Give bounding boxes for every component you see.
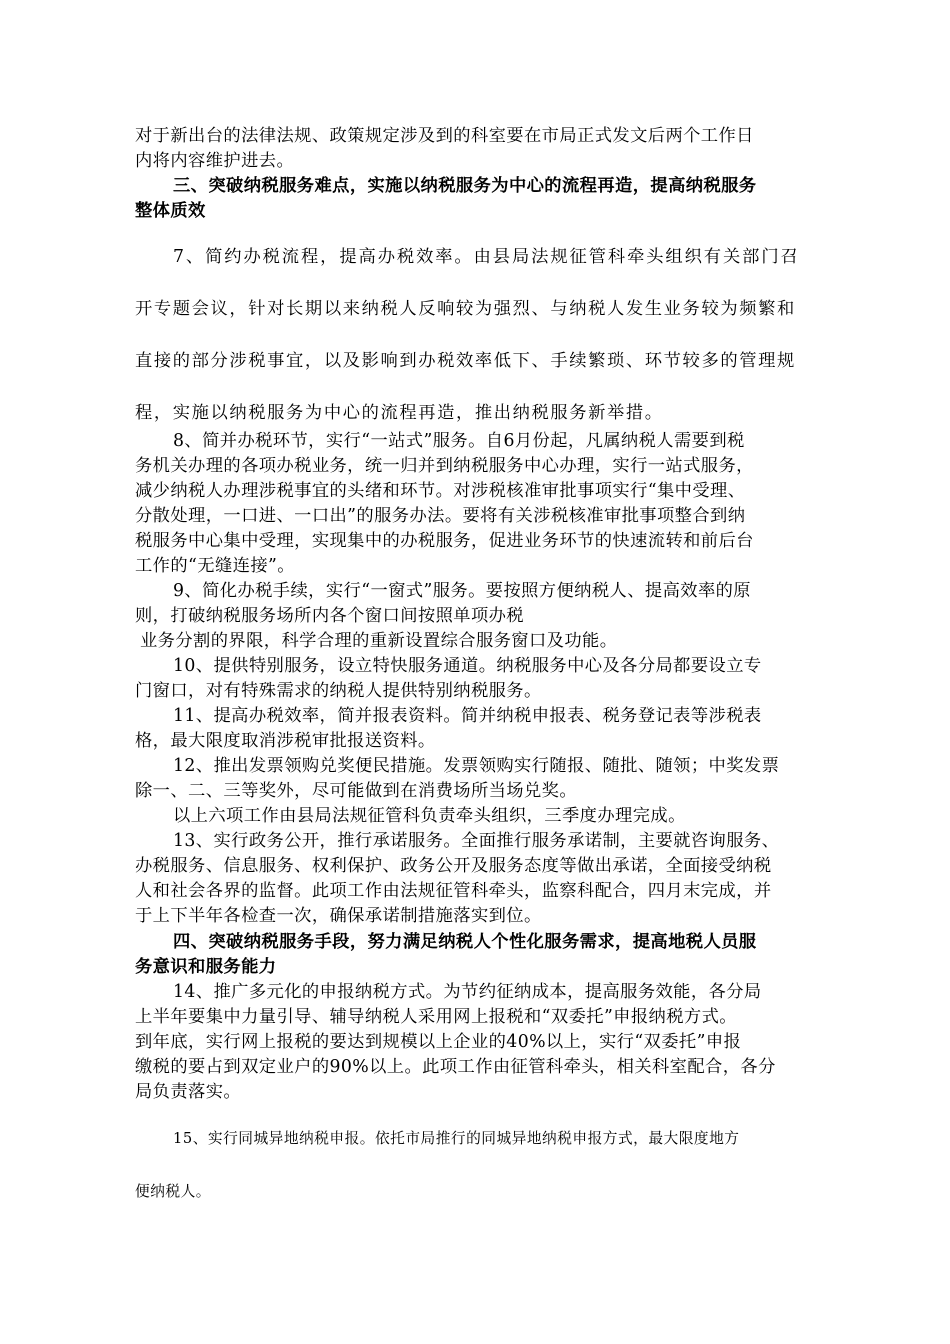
text-line: 税服务中心集中受理，实现集中的办税服务，促进业务环节的快速流转和前后台	[135, 531, 754, 551]
text-line: 便纳税人。	[135, 1183, 211, 1200]
text-line: 12、推出发票领购兑奖便民措施。发票领购实行随报、随批、随领；中奖发票	[173, 756, 780, 776]
text-line: 局负责落实。	[135, 1082, 242, 1102]
text-line: 直接的部分涉税事宜，以及影响到办税效率低下、手续繁琐、环节较多的管理规	[135, 351, 796, 371]
text-line: 13、实行政务公开，推行承诺服务。全面推行服务承诺制，主要就咨询服务、	[173, 831, 780, 851]
text-line: 内将内容维护进去。	[135, 151, 295, 171]
text-line: 则，打破纳税服务场所内各个窗口间按照单项办税	[135, 606, 524, 626]
text-line: 工作的“无缝连接”。	[135, 556, 295, 576]
text-line: 程，实施以纳税服务为中心的流程再造，推出纳税服务新举措。	[135, 403, 664, 423]
text-line: 以上六项工作由县局法规征管科负责牵头组织，三季度办理完成。	[173, 806, 686, 826]
text-line: 格，最大限度取消涉税审批报送资料。	[135, 731, 436, 751]
text-line: 务机关办理的各项办税业务，统一归并到纳税服务中心办理，实行一站式服务，	[135, 456, 754, 476]
text-line: 门窗口，对有特殊需求的纳税人提供特别纳税服务。	[135, 681, 542, 701]
text-line: 业务分割的界限，科学合理的重新设置综合服务窗口及功能。	[140, 631, 618, 651]
text-line: 14、推广多元化的申报纳税方式。为节约征纳成本，提高服务效能，各分局	[173, 982, 762, 1002]
section-heading: 整体质效	[135, 201, 206, 221]
text-line: 缴税的要占到双定业户的90%以上。此项工作由征管科牵头，相关科室配合，各分	[135, 1057, 776, 1077]
text-line: 8、简并办税环节，实行“一站式”服务。自6月份起，凡属纳税人需要到税	[173, 431, 745, 451]
text-line: 人和社会各界的监督。此项工作由法规征管科牵头，监察科配合，四月末完成，并	[135, 881, 772, 901]
text-line: 办税服务、信息服务、权利保护、政务公开及服务态度等做出承诺，全面接受纳税	[135, 856, 772, 876]
text-line: 于上下半年各检查一次，确保承诺制措施落实到位。	[135, 906, 542, 926]
text-line: 减少纳税人办理涉税事宜的头绪和环节。对涉税核准审批事项实行“集中受理、	[135, 481, 746, 501]
text-line: 10、提供特别服务，设立特快服务通道。纳税服务中心及各分局都要设立专	[173, 656, 762, 676]
text-line: 上半年要集中力量引导、辅导纳税人采用网上报税和“双委托”申报纳税方式。	[135, 1007, 737, 1027]
text-line: 15、实行同城异地纳税申报。依托市局推行的同城异地纳税申报方式，最大限度地方	[173, 1130, 740, 1147]
text-line: 除一、二、三等奖外，尽可能做到在消费场所当场兑奖。	[135, 781, 578, 801]
section-heading: 三、突破纳税服务难点，实施以纳税服务为中心的流程再造，提高纳税服务	[173, 176, 757, 196]
section-heading: 四、突破纳税服务手段，努力满足纳税人个性化服务需求，提高地税人员服	[173, 932, 757, 952]
text-line: 7、简约办税流程，提高办税效率。由县局法规征管科牵头组织有关部门召	[173, 247, 800, 267]
text-line: 9、简化办税手续，实行“一窗式”服务。要按照方便纳税人、提高效率的原	[173, 581, 751, 601]
text-line: 分散处理，一口进、一口出”的服务办法。要将有关涉税核准审批事项整合到纳	[135, 506, 746, 526]
text-line: 对于新出台的法律法规、政策规定涉及到的科室要在市局正式发文后两个工作日	[135, 126, 754, 146]
text-line: 开专题会议，针对长期以来纳税人反响较为强烈、与纳税人发生业务较为频繁和	[135, 299, 796, 319]
section-heading: 务意识和服务能力	[135, 957, 277, 977]
text-line: 到年底，实行网上报税的要达到规模以上企业的40%以上，实行“双委托”申报	[135, 1032, 742, 1052]
text-line: 11、提高办税效率，简并报表资料。简并纳税申报表、税务登记表等涉税表	[173, 706, 762, 726]
